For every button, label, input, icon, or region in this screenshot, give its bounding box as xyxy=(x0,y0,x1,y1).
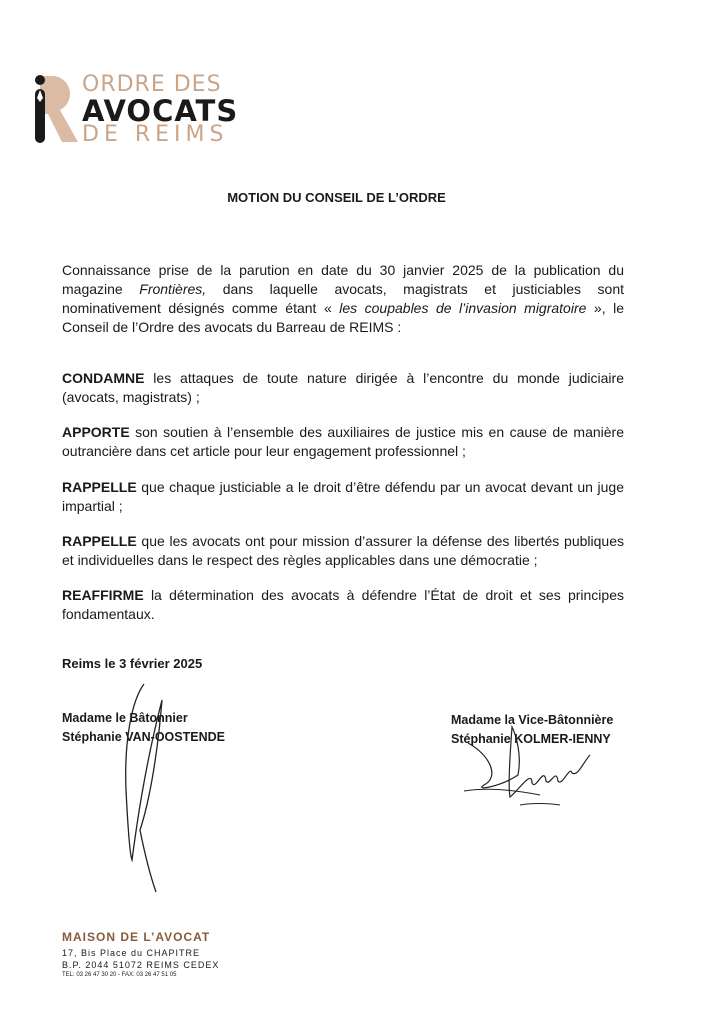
motion-text: son soutien à l’ensemble des auxiliaires de justice mis en cause de manière outrancière dans cet article pour leur engagement professionnel ; xyxy=(62,424,624,459)
logo-line-reims: DE REIMS xyxy=(82,122,229,147)
intro-quote: les coupables de l’invasion migratoire xyxy=(339,300,587,316)
signatory-left-role: Madame le Bâtonnier xyxy=(62,711,188,725)
motion-paragraph xyxy=(62,369,624,407)
motion-paragraph xyxy=(62,423,624,461)
logo-line-ordre: ORDRE DES xyxy=(82,72,222,97)
motion-verb: RAPPELLE xyxy=(62,533,137,549)
page-title: MOTION DU CONSEIL DE L’ORDRE xyxy=(227,190,446,205)
intro-paragraph xyxy=(62,261,624,337)
motion-paragraph xyxy=(62,478,624,516)
signatory-left-name: Stéphanie VAN-OOSTENDE xyxy=(62,730,225,744)
motion-verb: CONDAMNE xyxy=(62,370,145,386)
motion-verb: REAFFIRME xyxy=(62,587,144,603)
footer-address-line: B.P. 2044 51072 REIMS CEDEX xyxy=(62,960,220,970)
motion-paragraph xyxy=(62,532,624,570)
signing-date: Reims le 3 février 2025 xyxy=(62,656,203,671)
motion-text: les attaques de toute nature dirigée à l’encontre du monde judiciaire (avocats, magistrats) ; xyxy=(62,370,624,405)
motion-verb: RAPPELLE xyxy=(62,479,137,495)
bar-logo xyxy=(30,70,260,150)
motion-text: que les avocats ont pour mission d’assurer la défense des libertés publiques et individuelles dans le respect des règles applicables dans une démocratie ; xyxy=(62,533,624,568)
motion-text: que chaque justiciable a le droit d’être défendu par un avocat devant un juge impartial ; xyxy=(62,479,624,514)
bar-monogram-icon xyxy=(30,72,82,146)
footer-org: MAISON DE L’AVOCAT xyxy=(62,930,211,944)
footer-contact: TEL: 03 26 47 30 20 - FAX: 03 26 47 51 05 xyxy=(62,972,177,978)
intro-text-3: », le Conseil de l’Ordre des avocats du Barreau de REIMS : xyxy=(62,300,624,335)
footer-address-line: 17, Bis Place du CHAPITRE xyxy=(62,948,201,958)
logo-line-avocats: AVOCATS xyxy=(82,94,239,128)
intro-text-1: Connaissance prise de la parution en date du 30 janvier 2025 de la publication du magazine xyxy=(62,262,624,297)
motion-text: la détermination des avocats à défendre l’État de droit et ses principes fondamentaux. xyxy=(62,587,624,622)
motion-paragraph xyxy=(62,586,624,624)
motion-verb: APPORTE xyxy=(62,424,130,440)
intro-magazine: Frontières, xyxy=(139,281,207,297)
footer-address xyxy=(62,930,219,980)
signature-right-icon xyxy=(460,725,610,810)
intro-text-2: dans laquelle avocats, magistrats et justiciables sont nominativement désignés comme étant « xyxy=(62,281,625,316)
signatory-right-role: Madame la Vice-Bâtonnière xyxy=(451,713,614,727)
signature-left-icon xyxy=(110,680,190,895)
signatory-right-name: Stéphanie KOLMER-IENNY xyxy=(451,732,611,746)
